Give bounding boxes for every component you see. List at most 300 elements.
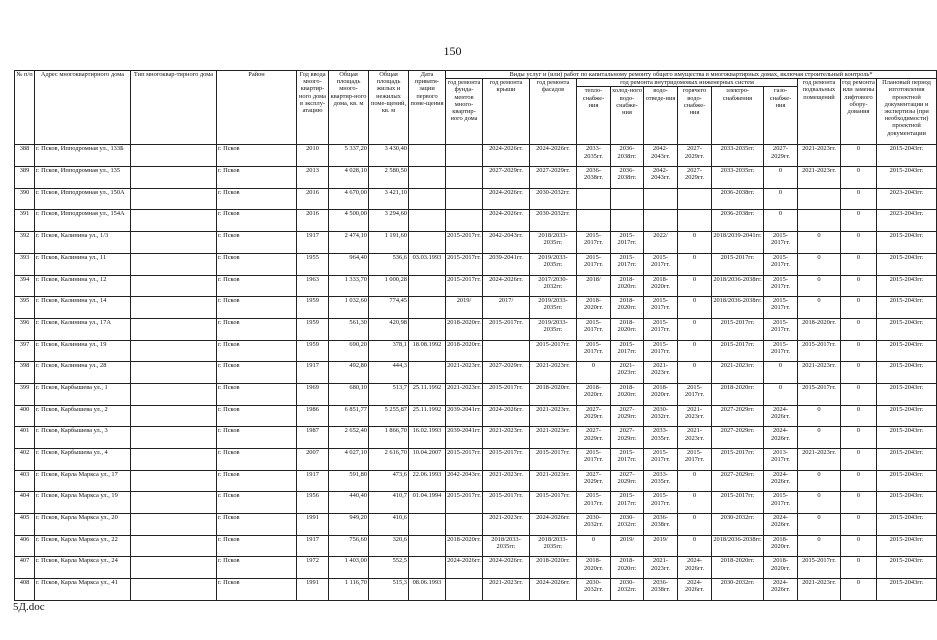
- cell-roof-year: 2018/2033-2035гг.: [483, 535, 530, 557]
- cell-privatization-date: [409, 232, 446, 254]
- cell-heat-year: 0: [577, 535, 611, 557]
- cell-electric-year: 2036-2038гг.: [712, 210, 764, 232]
- cell-heat-year: 2036-2038гг.: [577, 167, 611, 189]
- cell-privatization-date: 25.11.1992: [409, 383, 446, 405]
- cell-electric-year: 2018/2036-2038гг.: [712, 297, 764, 319]
- header-heat: тепло-снабже-ния: [577, 87, 611, 145]
- cell-foundation-year: 2042-2043гг.: [446, 470, 483, 492]
- header-facade: год ремонта фасадов: [530, 79, 577, 145]
- cell-year-built: 1991: [297, 579, 329, 601]
- cell-area-living: 2 580,50: [369, 167, 409, 189]
- cell-house-type: [131, 427, 217, 449]
- cell-privatization-date: 10.04.2007: [409, 449, 446, 471]
- cell-gas-year: 2024-2026гг.: [764, 470, 798, 492]
- cell-gas-year: 2024-2026гг.: [764, 579, 798, 601]
- cell-planned-period: 2015-2043гг.: [877, 427, 937, 449]
- cell-area-living: 552,5: [369, 557, 409, 579]
- cell-cold-water-year: 2019/: [611, 535, 644, 557]
- cell-electric-year: 2036-2038гг.: [712, 188, 764, 210]
- cell-elevator-year: 0: [841, 535, 877, 557]
- cell-roof-year: 2021-2023гг.: [483, 427, 530, 449]
- cell-area-total: 4 027,10: [329, 449, 369, 471]
- cell-privatization-date: [409, 145, 446, 167]
- cell-elevator-year: 0: [841, 297, 877, 319]
- cell-elevator-year: 0: [841, 253, 877, 275]
- cell-district: г. Псков: [217, 470, 297, 492]
- cell-roof-year: 2021-2023гг.: [483, 579, 530, 601]
- table-header: [15, 71, 937, 145]
- cell-foundation-year: [446, 514, 483, 536]
- header-gas: газо-снабже-ния: [764, 87, 798, 145]
- cell-address: г. Псков, Карла Маркса ул., 22: [35, 535, 131, 557]
- cell-basement-year: 0: [798, 492, 841, 514]
- cell-area-living: 1 866,70: [369, 427, 409, 449]
- table-row: [15, 579, 937, 601]
- cell-sewer-year: 2019/: [644, 535, 678, 557]
- cell-heat-year: 2018-2020гг.: [577, 557, 611, 579]
- cell-area-living: 2 616,70: [369, 449, 409, 471]
- cell-privatization-date: 18.08.1992: [409, 340, 446, 362]
- cell-heat-year: 2015-2017гг.: [577, 340, 611, 362]
- cell-foundation-year: 2015-2017гг.: [446, 492, 483, 514]
- cell-heat-year: 2015-2017гг.: [577, 253, 611, 275]
- cell-year-built: 2007: [297, 449, 329, 471]
- cell-row-number: 392: [15, 232, 35, 254]
- cell-address: г. Псков, Калинина ул., 11: [35, 253, 131, 275]
- cell-planned-period: 2015-2043гг.: [877, 232, 937, 254]
- cell-row-number: 396: [15, 318, 35, 340]
- cell-gas-year: 0: [764, 167, 798, 189]
- cell-address: г. Псков, Ипподромная ул., 135: [35, 167, 131, 189]
- header-district: Район: [217, 71, 297, 145]
- cell-facade-year: 2021-2023гг.: [530, 362, 577, 384]
- cell-planned-period: 2015-2043гг.: [877, 514, 937, 536]
- cell-sewer-year: [644, 210, 678, 232]
- cell-gas-year: 2015-2017гг.: [764, 297, 798, 319]
- cell-facade-year: 2015-2017гг.: [530, 340, 577, 362]
- cell-row-number: 391: [15, 210, 35, 232]
- cell-foundation-year: [446, 188, 483, 210]
- cell-cold-water-year: 2018-2020гг.: [611, 318, 644, 340]
- table-row: [15, 405, 937, 427]
- cell-roof-year: 2027-2029гг.: [483, 362, 530, 384]
- cell-heat-year: 2033-2035гг.: [577, 145, 611, 167]
- cell-electric-year: 2018/2036-2038гг.: [712, 535, 764, 557]
- cell-heat-year: 2027-2029гг.: [577, 405, 611, 427]
- cell-year-built: 1917: [297, 470, 329, 492]
- cell-foundation-year: 2039-2041гг.: [446, 405, 483, 427]
- cell-privatization-date: [409, 188, 446, 210]
- cell-address: г. Псков, Карбышева ул., 2: [35, 405, 131, 427]
- cell-roof-year: 2024-2026гг.: [483, 557, 530, 579]
- cell-gas-year: 2015-2017гг.: [764, 492, 798, 514]
- cell-elevator-year: 0: [841, 210, 877, 232]
- cell-planned-period: 2015-2043гг.: [877, 340, 937, 362]
- cell-house-type: [131, 210, 217, 232]
- cell-cold-water-year: 2027-2029гг.: [611, 427, 644, 449]
- cell-row-number: 389: [15, 167, 35, 189]
- cell-facade-year: 2019/2033-2035гг.: [530, 318, 577, 340]
- cell-foundation-year: 2018-2020гг.: [446, 318, 483, 340]
- cell-district: г. Псков: [217, 557, 297, 579]
- cell-cold-water-year: 2030-2032гг.: [611, 579, 644, 601]
- cell-elevator-year: 0: [841, 514, 877, 536]
- table-row: [15, 232, 937, 254]
- cell-facade-year: 2015-2017гг.: [530, 492, 577, 514]
- cell-sewer-year: 2018-2020гг.: [644, 383, 678, 405]
- cell-area-total: 561,30: [329, 318, 369, 340]
- cell-house-type: [131, 557, 217, 579]
- table-row: [15, 383, 937, 405]
- cell-house-type: [131, 492, 217, 514]
- cell-row-number: 400: [15, 405, 35, 427]
- cell-heat-year: 0: [577, 362, 611, 384]
- cell-foundation-year: 2015-2017гг.: [446, 275, 483, 297]
- cell-planned-period: 2015-2043гг.: [877, 167, 937, 189]
- table-row: [15, 449, 937, 471]
- cell-heat-year: 2018/: [577, 275, 611, 297]
- cell-basement-year: 0: [798, 514, 841, 536]
- cell-sewer-year: 2021-2023гг.: [644, 362, 678, 384]
- cell-house-type: [131, 362, 217, 384]
- cell-gas-year: 0: [764, 210, 798, 232]
- cell-year-built: 2016: [297, 210, 329, 232]
- cell-area-living: 513,7: [369, 383, 409, 405]
- cell-hot-water-year: 0: [678, 514, 712, 536]
- cell-district: г. Псков: [217, 167, 297, 189]
- cell-basement-year: 2015-2017гг.: [798, 383, 841, 405]
- cell-heat-year: 2015-2017гг.: [577, 492, 611, 514]
- cell-area-total: 492,80: [329, 362, 369, 384]
- cell-hot-water-year: 0: [678, 318, 712, 340]
- cell-privatization-date: [409, 514, 446, 536]
- cell-roof-year: 2024-2026гг.: [483, 405, 530, 427]
- cell-elevator-year: 0: [841, 405, 877, 427]
- cell-electric-year: 2021-2023гг.: [712, 362, 764, 384]
- cell-heat-year: 2027-2029гг.: [577, 470, 611, 492]
- cell-heat-year: 2030-2032гг.: [577, 514, 611, 536]
- cell-sewer-year: 2022/: [644, 232, 678, 254]
- cell-hot-water-year: 2015-2017гг.: [678, 383, 712, 405]
- cell-planned-period: 2015-2043гг.: [877, 275, 937, 297]
- cell-area-total: 591,80: [329, 470, 369, 492]
- cell-cold-water-year: 2036-2038гг.: [611, 145, 644, 167]
- cell-year-built: 1963: [297, 275, 329, 297]
- cell-address: г. Псков, Карбышева ул., 3: [35, 427, 131, 449]
- cell-sewer-year: 2042-2043гг.: [644, 167, 678, 189]
- cell-district: г. Псков: [217, 232, 297, 254]
- cell-address: г. Псков, Карла Маркса ул., 24: [35, 557, 131, 579]
- cell-electric-year: 2015-2017гг.: [712, 449, 764, 471]
- cell-planned-period: 2015-2043гг.: [877, 492, 937, 514]
- cell-gas-year: 2024-2026гг.: [764, 427, 798, 449]
- cell-facade-year: 2018/2033-2035гг.: [530, 535, 577, 557]
- table-row: [15, 210, 937, 232]
- cell-planned-period: 2015-2043гг.: [877, 318, 937, 340]
- cell-address: г. Псков, Карла Маркса ул., 19: [35, 492, 131, 514]
- table-row: [15, 492, 937, 514]
- cell-elevator-year: 0: [841, 145, 877, 167]
- cell-cold-water-year: 2018-2020гг.: [611, 297, 644, 319]
- cell-year-built: 2013: [297, 167, 329, 189]
- cell-address: г. Псков, Калинина ул., 19: [35, 340, 131, 362]
- cell-year-built: 1956: [297, 492, 329, 514]
- cell-district: г. Псков: [217, 383, 297, 405]
- cell-privatization-date: 03.03.1993: [409, 253, 446, 275]
- cell-area-living: 378,1: [369, 340, 409, 362]
- cell-row-number: 402: [15, 449, 35, 471]
- cell-sewer-year: 2036-2038гг.: [644, 514, 678, 536]
- cell-electric-year: 2018-2020гг.: [712, 557, 764, 579]
- cell-privatization-date: 25.11.1992: [409, 405, 446, 427]
- cell-roof-year: 2027-2029гг.: [483, 167, 530, 189]
- cell-cold-water-year: 2018-2020гг.: [611, 383, 644, 405]
- cell-privatization-date: 22.06.1993: [409, 470, 446, 492]
- cell-roof-year: 2024-2026гг.: [483, 145, 530, 167]
- cell-area-total: 1 333,70: [329, 275, 369, 297]
- cell-facade-year: 2019/2033-2035гг.: [530, 253, 577, 275]
- cell-privatization-date: [409, 167, 446, 189]
- cell-sewer-year: 2015-2017гг.: [644, 318, 678, 340]
- table-row: [15, 470, 937, 492]
- cell-area-total: 4 670,00: [329, 188, 369, 210]
- cell-area-living: 5 255,87: [369, 405, 409, 427]
- cell-house-type: [131, 514, 217, 536]
- cell-year-built: 1959: [297, 318, 329, 340]
- header-engineering-group: год ремонта внутридомовых инженерных систем: [577, 79, 798, 87]
- cell-facade-year: 2027-2029гг.: [530, 167, 577, 189]
- cell-hot-water-year: [678, 188, 712, 210]
- cell-district: г. Псков: [217, 297, 297, 319]
- cell-hot-water-year: 0: [678, 253, 712, 275]
- cell-electric-year: 2015-2017гг.: [712, 492, 764, 514]
- cell-district: г. Псков: [217, 492, 297, 514]
- cell-gas-year: 0: [764, 188, 798, 210]
- cell-area-living: 3 421,10: [369, 188, 409, 210]
- cell-area-total: 680,10: [329, 383, 369, 405]
- header-roof: год ремонта крыши: [483, 79, 530, 145]
- cell-hot-water-year: 0: [678, 275, 712, 297]
- cell-gas-year: 2015-2017гг.: [764, 253, 798, 275]
- cell-cold-water-year: 2018-2020гг.: [611, 557, 644, 579]
- cell-foundation-year: [446, 145, 483, 167]
- cell-row-number: 398: [15, 362, 35, 384]
- cell-privatization-date: 16.02.1993: [409, 427, 446, 449]
- cell-year-built: 1917: [297, 535, 329, 557]
- cell-gas-year: 2015-2017гг.: [764, 232, 798, 254]
- table-row: [15, 535, 937, 557]
- header-year: Год ввода много-квартир-ного дома в эксплу-атацию: [297, 71, 329, 145]
- cell-basement-year: 2021-2023гг.: [798, 362, 841, 384]
- cell-electric-year: 2027-2029гг.: [712, 427, 764, 449]
- cell-address: г. Псков, Ипподромная ул., 154А: [35, 210, 131, 232]
- cell-cold-water-year: 2027-2029гг.: [611, 405, 644, 427]
- cell-planned-period: 2015-2043гг.: [877, 470, 937, 492]
- cell-year-built: 1917: [297, 232, 329, 254]
- cell-foundation-year: 2018-2020гг.: [446, 340, 483, 362]
- cell-foundation-year: 2015-2017гг.: [446, 253, 483, 275]
- table-row: [15, 514, 937, 536]
- cell-roof-year: 2024-2026гг.: [483, 188, 530, 210]
- cell-sewer-year: 2021-2023гг.: [644, 557, 678, 579]
- cell-electric-year: 2018-2020гг.: [712, 383, 764, 405]
- cell-sewer-year: 2015-2017гг.: [644, 492, 678, 514]
- cell-electric-year: 2018/2036-2038гг.: [712, 275, 764, 297]
- header-basement: год ремонта подвальных помещений: [798, 79, 841, 145]
- cell-sewer-year: 2018-2020гг.: [644, 275, 678, 297]
- cell-foundation-year: 2021-2023гг.: [446, 383, 483, 405]
- cell-area-living: 473,6: [369, 470, 409, 492]
- table-row: [15, 297, 937, 319]
- header-area-total: Общая площадь много-квартир-ного дома, кв. м: [329, 71, 369, 145]
- cell-row-number: 390: [15, 188, 35, 210]
- table-row: [15, 275, 937, 297]
- table-row: [15, 188, 937, 210]
- cell-hot-water-year: 2027-2029гг.: [678, 145, 712, 167]
- cell-address: г. Псков, Карла Маркса ул., 20: [35, 514, 131, 536]
- cell-roof-year: 2039-2041гг.: [483, 253, 530, 275]
- cell-area-total: 4 500,00: [329, 210, 369, 232]
- cell-area-living: 410,7: [369, 492, 409, 514]
- header-cold-water: холод-ного водо-снабже-ния: [611, 87, 644, 145]
- cell-address: г. Псков, Калинина ул., 28: [35, 362, 131, 384]
- table-row: [15, 145, 937, 167]
- cell-address: г. Псков, Калинина ул., 12: [35, 275, 131, 297]
- cell-privatization-date: [409, 362, 446, 384]
- cell-heat-year: 2030-2032гг.: [577, 579, 611, 601]
- cell-basement-year: [798, 188, 841, 210]
- cell-year-built: 1987: [297, 427, 329, 449]
- cell-foundation-year: 2039-2041гг.: [446, 427, 483, 449]
- cell-house-type: [131, 579, 217, 601]
- cell-house-type: [131, 167, 217, 189]
- cell-basement-year: 0: [798, 232, 841, 254]
- cell-house-type: [131, 275, 217, 297]
- cell-hot-water-year: 0: [678, 297, 712, 319]
- cell-area-living: 1 000,28: [369, 275, 409, 297]
- cell-facade-year: 2024-2026гг.: [530, 514, 577, 536]
- cell-electric-year: 2027-2029гг.: [712, 405, 764, 427]
- header-works-group: Виды услуг и (или) работ по капитальному ремонту общего имущества в многоквартирных домах, включая строительный контроль*: [446, 71, 937, 79]
- cell-elevator-year: 0: [841, 362, 877, 384]
- table-body: [15, 145, 937, 600]
- cell-district: г. Псков: [217, 188, 297, 210]
- cell-planned-period: 2023-2043гг.: [877, 210, 937, 232]
- cell-cold-water-year: [611, 210, 644, 232]
- cell-hot-water-year: 2021-2023гг.: [678, 427, 712, 449]
- cell-hot-water-year: 2021-2023гг.: [678, 405, 712, 427]
- cell-basement-year: 2015-2017гг.: [798, 557, 841, 579]
- cell-heat-year: [577, 188, 611, 210]
- header-foundation: год ремонта фунда-ментов много-квартир-ного дома: [446, 79, 483, 145]
- cell-basement-year: [798, 210, 841, 232]
- cell-facade-year: 2030-2032гг.: [530, 210, 577, 232]
- cell-sewer-year: 2015-2017гг.: [644, 340, 678, 362]
- table-row: [15, 340, 937, 362]
- cell-planned-period: 2015-2043гг.: [877, 383, 937, 405]
- cell-district: г. Псков: [217, 535, 297, 557]
- cell-year-built: 1917: [297, 362, 329, 384]
- cell-row-number: 397: [15, 340, 35, 362]
- cell-roof-year: 2024-2026гг.: [483, 275, 530, 297]
- cell-address: г. Псков, Карла Маркса ул., 17: [35, 470, 131, 492]
- cell-area-total: 949,20: [329, 514, 369, 536]
- cell-district: г. Псков: [217, 253, 297, 275]
- table-row: [15, 362, 937, 384]
- cell-gas-year: 2015-2017гг.: [764, 318, 798, 340]
- cell-basement-year: 0: [798, 405, 841, 427]
- cell-area-total: 1 116,70: [329, 579, 369, 601]
- cell-elevator-year: 0: [841, 557, 877, 579]
- cell-privatization-date: 01.04.1994: [409, 492, 446, 514]
- header-electric: электро-снабжения: [712, 87, 764, 145]
- cell-gas-year: 2027-2029гг.: [764, 145, 798, 167]
- cell-cold-water-year: 2015-2017гг.: [611, 232, 644, 254]
- cell-elevator-year: 0: [841, 449, 877, 471]
- cell-cold-water-year: 2015-2017гг.: [611, 340, 644, 362]
- cell-facade-year: 2021-2023гг.: [530, 427, 577, 449]
- header-address: Адрес многоквартирного дома: [35, 71, 131, 145]
- cell-gas-year: 2015-2017гг.: [764, 340, 798, 362]
- cell-row-number: 404: [15, 492, 35, 514]
- cell-electric-year: 2033-2035гг.: [712, 145, 764, 167]
- cell-house-type: [131, 145, 217, 167]
- cell-row-number: 399: [15, 383, 35, 405]
- cell-area-living: 3 294,60: [369, 210, 409, 232]
- cell-privatization-date: [409, 275, 446, 297]
- cell-house-type: [131, 340, 217, 362]
- cell-privatization-date: [409, 318, 446, 340]
- cell-roof-year: 2024-2026гг.: [483, 210, 530, 232]
- cell-house-type: [131, 405, 217, 427]
- cell-area-total: 1 032,60: [329, 297, 369, 319]
- cell-area-total: 690,20: [329, 340, 369, 362]
- cell-privatization-date: [409, 557, 446, 579]
- cell-area-living: 3 430,40: [369, 145, 409, 167]
- cell-area-total: 1 403,00: [329, 557, 369, 579]
- cell-cold-water-year: [611, 188, 644, 210]
- cell-house-type: [131, 535, 217, 557]
- cell-area-living: 1 191,60: [369, 232, 409, 254]
- cell-area-living: 410,6: [369, 514, 409, 536]
- cell-roof-year: 2015-2017гг.: [483, 318, 530, 340]
- cell-row-number: 405: [15, 514, 35, 536]
- cell-elevator-year: 0: [841, 340, 877, 362]
- cell-year-built: 1959: [297, 297, 329, 319]
- cell-house-type: [131, 188, 217, 210]
- cell-district: г. Псков: [217, 449, 297, 471]
- cell-roof-year: 2015-2017гг.: [483, 383, 530, 405]
- cell-area-total: 6 851,77: [329, 405, 369, 427]
- cell-row-number: 394: [15, 275, 35, 297]
- cell-electric-year: 2030-2032гг.: [712, 514, 764, 536]
- cell-basement-year: 0: [798, 470, 841, 492]
- cell-house-type: [131, 383, 217, 405]
- cell-facade-year: 2021-2023гг.: [530, 405, 577, 427]
- cell-foundation-year: [446, 210, 483, 232]
- cell-row-number: 406: [15, 535, 35, 557]
- header-area-living: Общая площадь жилых и нежилых поме-щений, кв. м: [369, 71, 409, 145]
- cell-hot-water-year: 0: [678, 232, 712, 254]
- cell-foundation-year: 2019/: [446, 297, 483, 319]
- cell-district: г. Псков: [217, 362, 297, 384]
- cell-electric-year: 2015-2017гг.: [712, 340, 764, 362]
- cell-address: г. Псков, Карбышева ул., 4: [35, 449, 131, 471]
- cell-privatization-date: [409, 297, 446, 319]
- cell-district: г. Псков: [217, 405, 297, 427]
- cell-sewer-year: 2036-2038гг.: [644, 579, 678, 601]
- cell-row-number: 395: [15, 297, 35, 319]
